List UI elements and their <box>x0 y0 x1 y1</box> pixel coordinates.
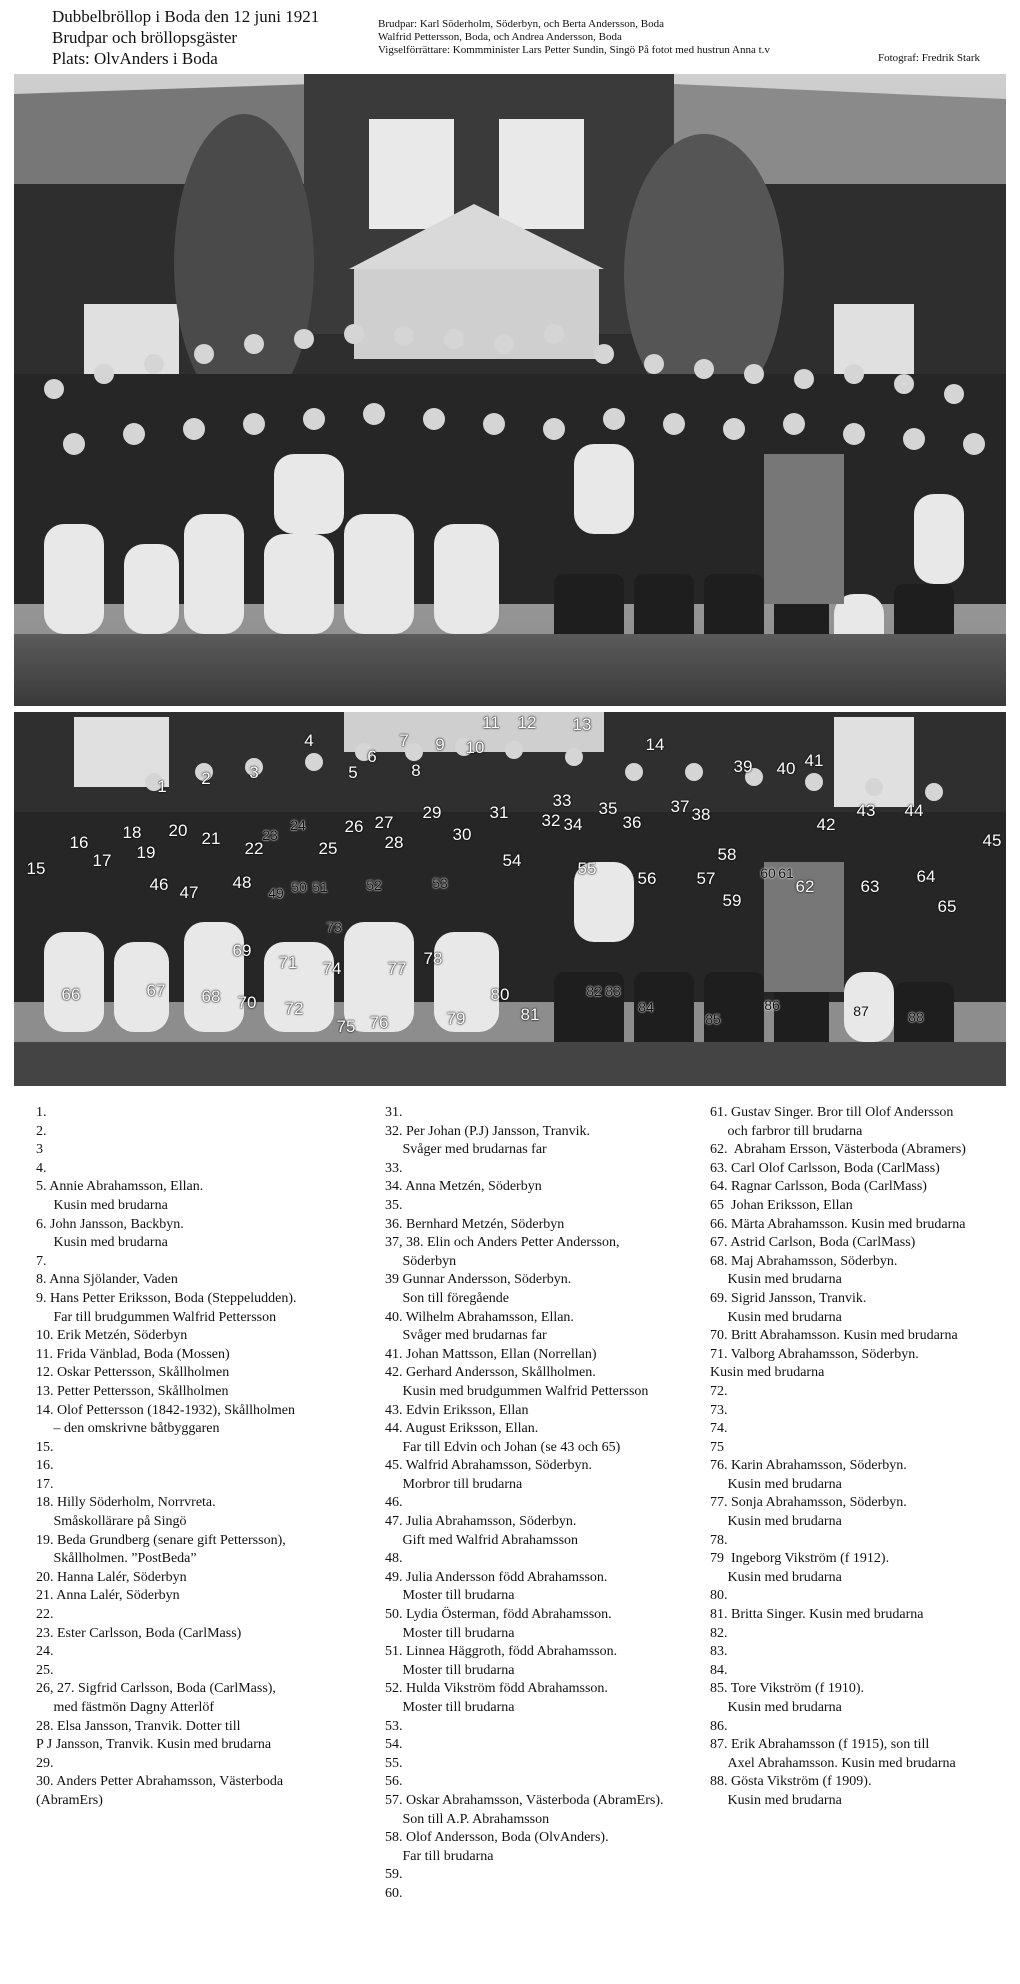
person-label: 4 <box>304 731 314 750</box>
legend-entry: Moster till brudarna <box>385 1588 515 1604</box>
person-label: 66 <box>61 985 81 1004</box>
person-label: 67 <box>146 981 166 1000</box>
person-label: 81 <box>520 1005 540 1024</box>
legend-entry: 59. <box>385 1867 403 1883</box>
person-label: 11 <box>482 713 500 732</box>
person-label: 55 <box>577 859 597 878</box>
legend-entry: 55. <box>385 1755 403 1771</box>
legend-entry: med fästmön Dagny Atterlöf <box>36 1700 215 1715</box>
legend-entry: 29. <box>36 1755 54 1771</box>
legend-entry: 26, 27. Sigfrid Carlsson, Boda (CarlMass), <box>36 1681 276 1697</box>
legend-entry: 13. Petter Pettersson, Skållholmen <box>36 1383 229 1399</box>
person-label: 47 <box>179 883 199 902</box>
person-label: 28 <box>384 833 404 852</box>
person-label: 79 <box>446 1009 466 1028</box>
person-label: 30 <box>452 825 472 844</box>
legend-entry: 7. <box>36 1253 47 1269</box>
person-label: 88 <box>908 1009 924 1025</box>
legend-entry: 30. Anders Petter Abrahamsson, Västerboda <box>36 1774 284 1790</box>
legend-entry: Moster till brudarna <box>385 1625 515 1641</box>
legend-entry: 56. <box>385 1774 403 1790</box>
couple-line: Brudpar: Karl Söderholm, Söderbyn, och Berta Andersson, Boda <box>378 18 664 30</box>
person-label: 17 <box>92 851 112 870</box>
legend-entry: 12. Oskar Pettersson, Skållholmen <box>36 1365 230 1381</box>
person-label: 12 <box>517 713 537 732</box>
person-label: 34 <box>563 815 583 834</box>
person-label: 46 <box>149 875 169 894</box>
legend-entry: 83. <box>710 1644 728 1660</box>
person-label: 62 <box>795 877 815 896</box>
person-label: 25 <box>318 839 338 858</box>
legend-entry: Son till A.P. Abrahamsson <box>385 1811 550 1827</box>
person-label: 19 <box>136 843 156 862</box>
legend-entry: 67. Astrid Carlson, Boda (CarlMass) <box>710 1235 916 1251</box>
legend-entry: 77. Sonja Abrahamsson, Söderbyn. <box>710 1495 907 1511</box>
person-label: 45 <box>982 831 1002 850</box>
person-label: 52 <box>366 877 382 893</box>
legend-entry: 85. Tore Vikström (f 1910). <box>710 1681 864 1697</box>
legend-entry: 41. Johan Mattsson, Ellan (Norrellan) <box>385 1346 597 1362</box>
legend-entry: Moster till brudarna <box>385 1700 515 1715</box>
legend-entry: 60. <box>385 1885 403 1901</box>
header <box>0 0 1020 74</box>
legend-entry: 74. <box>710 1421 728 1437</box>
legend-entry: Kusin med brudarna <box>710 1792 842 1808</box>
person-label: 54 <box>502 851 522 870</box>
person-label: 6 <box>367 747 377 766</box>
legend-entry: Axel Abrahamsson. Kusin med brudarna <box>710 1755 956 1771</box>
legend-entry: 28. Elsa Jansson, Tranvik. Dotter till <box>36 1718 241 1734</box>
legend-entry: 19. Beda Grundberg (senare gift Pettersson), <box>36 1532 286 1548</box>
legend-entry: Kusin med brudarna <box>710 1476 842 1492</box>
legend-entry: 47. Julia Abrahamsson, Söderbyn. <box>385 1514 577 1530</box>
legend-entry: – den omskrivne båtbyggaren <box>36 1421 220 1437</box>
person-label: 70 <box>237 993 257 1012</box>
person-label: 68 <box>201 987 221 1006</box>
legend-entry: 49. Julia Andersson född Abrahamsson. <box>385 1569 608 1585</box>
legend-entry: 32. Per Johan (P.J) Jansson, Tranvik. <box>385 1123 590 1139</box>
person-label: 21 <box>201 829 221 848</box>
legend-entry: 9. Hans Petter Eriksson, Boda (Steppeludden). <box>36 1290 297 1306</box>
legend-entry: 64. Ragnar Carlsson, Boda (CarlMass) <box>710 1179 927 1195</box>
legend-entry: 50. Lydia Österman, född Abrahamsson. <box>385 1607 612 1623</box>
legend-entry: 34. Anna Metzén, Söderbyn <box>385 1179 542 1195</box>
couple-line: Walfrid Pettersson, Boda, och Andrea Andersson, Boda <box>378 31 622 43</box>
person-label: 29 <box>422 803 442 822</box>
person-label: 48 <box>232 873 252 892</box>
legend-entry: 2. <box>36 1123 47 1139</box>
person-label: 86 <box>764 997 780 1013</box>
person-label: 40 <box>776 759 796 778</box>
legend-entry: 69. Sigrid Jansson, Tranvik. <box>710 1290 867 1306</box>
person-label: 31 <box>489 803 509 822</box>
person-label: 43 <box>856 801 876 820</box>
legend-entry: P J Jansson, Tranvik. Kusin med brudarna <box>36 1737 272 1753</box>
legend-entry: 4. <box>36 1160 47 1176</box>
couple-line: Vigselförrättare: Kommminister Lars Petter Sundin, Singö På fotot med hustrun Anna t.v <box>378 44 770 56</box>
person-label: 39 <box>733 757 753 776</box>
legend-entry: 10. Erik Metzén, Söderbyn <box>36 1328 188 1344</box>
legend-entry: 25. <box>36 1662 54 1678</box>
group-photo-image <box>14 74 1006 706</box>
person-label: 23 <box>262 827 278 843</box>
person-label: 37 <box>670 797 690 816</box>
legend-entry: 23. Ester Carlsson, Boda (CarlMass) <box>36 1625 242 1641</box>
legend-entry: Kusin med brudgummen Walfrid Pettersson <box>385 1383 649 1399</box>
person-label: 3 <box>249 763 259 782</box>
couple-info <box>378 18 770 57</box>
person-label: 9 <box>435 735 445 754</box>
person-label: 85 <box>705 1011 721 1027</box>
legend-entry: Söderbyn <box>385 1253 457 1269</box>
person-label: 16 <box>69 833 89 852</box>
person-label: 72 <box>284 999 304 1018</box>
legend-entry: 79 Ingeborg Vikström (f 1912). <box>710 1551 890 1567</box>
legend-entry: 68. Maj Abrahamsson, Söderbyn. <box>710 1253 898 1269</box>
legend-entry: 61. Gustav Singer. Bror till Olof Andersson <box>710 1105 954 1120</box>
person-label: 38 <box>691 805 711 824</box>
legend-entry: 51. Linnea Häggroth, född Abrahamsson. <box>385 1644 618 1660</box>
person-label: 44 <box>904 801 924 820</box>
legend-entry: 31. <box>385 1105 403 1120</box>
person-label: 82 <box>586 983 602 999</box>
legend-entry: 20. Hanna Lalér, Söderbyn <box>36 1569 187 1585</box>
legend-entry: 43. Edvin Eriksson, Ellan <box>385 1402 529 1418</box>
legend-entry: 76. Karin Abrahamsson, Söderbyn. <box>710 1458 907 1474</box>
person-label: 35 <box>598 799 618 818</box>
title-line: Brudpar och bröllopsgäster <box>52 28 238 47</box>
legend-entry: 53. <box>385 1718 403 1734</box>
person-label: 41 <box>804 751 824 770</box>
legend-entry: 6. John Jansson, Backbyn. <box>36 1216 184 1232</box>
person-label: 71 <box>278 953 298 972</box>
legend-entry: 46. <box>385 1495 403 1511</box>
person-label: 36 <box>622 813 642 832</box>
legend-entry: 54. <box>385 1737 403 1753</box>
legend-entry: 86. <box>710 1718 728 1734</box>
labelled-group-photo <box>14 712 1006 1086</box>
legend-entry: Skållholmen. ”PostBeda” <box>36 1551 197 1567</box>
legend-entry: 39 Gunnar Andersson, Söderbyn. <box>385 1272 572 1288</box>
legend-entry: 65 Johan Eriksson, Ellan <box>710 1197 853 1213</box>
legend-entry: 14. Olof Pettersson (1842-1932), Skållholmen <box>36 1402 295 1418</box>
person-label: 78 <box>423 949 443 968</box>
legend-entry: 58. Olof Andersson, Boda (OlvAnders). <box>385 1830 609 1846</box>
person-label: 73 <box>326 919 342 935</box>
legend-entry: 36. Bernhard Metzén, Söderbyn <box>385 1216 565 1232</box>
person-label: 53 <box>432 875 448 891</box>
person-label: 60 <box>760 865 776 881</box>
legend-entry: 81. Britta Singer. Kusin med brudarna <box>710 1607 924 1623</box>
person-label: 5 <box>348 763 358 782</box>
person-label: 77 <box>387 959 407 978</box>
group-photo <box>14 74 1006 706</box>
legend-entry: Kusin med brudarna <box>36 1197 168 1213</box>
legend-entry: Moster till brudarna <box>385 1662 515 1678</box>
person-label: 7 <box>399 731 409 750</box>
labelled-photo-image <box>14 712 1006 1086</box>
person-label: 65 <box>937 897 957 916</box>
legend-entry: 15. <box>36 1439 54 1455</box>
person-label: 15 <box>26 859 46 878</box>
legend-entry: Kusin med brudarna <box>710 1365 825 1381</box>
legend-entry: Son till föregående <box>385 1290 510 1306</box>
legend-column-2 <box>385 1104 715 1904</box>
person-label: 69 <box>232 941 252 960</box>
legend-entry: Morbror till brudarna <box>385 1476 523 1492</box>
legend-entry: Far till brudarna <box>385 1848 494 1864</box>
legend-entry: 22. <box>36 1607 54 1623</box>
person-label: 58 <box>717 845 737 864</box>
legend-entry: 87. Erik Abrahamsson (f 1915), son till <box>710 1737 930 1753</box>
legend-entry: Kusin med brudarna <box>710 1569 842 1585</box>
legend-entry: Kusin med brudarna <box>710 1700 842 1715</box>
title-line: Plats: OlvAnders i Boda <box>52 49 218 68</box>
legend-entry: Kusin med brudarna <box>36 1235 168 1251</box>
person-label: 10 <box>465 738 485 757</box>
legend-entry: Gift med Walfrid Abrahamsson <box>385 1532 579 1548</box>
person-label: 87 <box>853 1003 869 1019</box>
person-label: 57 <box>696 869 716 888</box>
person-label: 8 <box>411 761 421 780</box>
legend-entry: 18. Hilly Söderholm, Norrvreta. <box>36 1495 216 1511</box>
legend-entry: 40. Wilhelm Abrahamsson, Ellan. <box>385 1309 574 1325</box>
legend-entry: Kusin med brudarna <box>710 1309 842 1325</box>
legend-entry: Svåger med brudarnas far <box>385 1328 547 1344</box>
person-label: 27 <box>374 813 394 832</box>
legend-entry: 11. Frida Vänblad, Boda (Mossen) <box>36 1346 230 1362</box>
legend-entry: 16. <box>36 1458 54 1474</box>
legend-entry: 72. <box>710 1383 728 1399</box>
title-line: Dubbelbröllop i Boda den 12 juni 1921 <box>52 7 320 26</box>
person-label: 76 <box>369 1013 389 1032</box>
legend-entry: 17. <box>36 1476 54 1492</box>
legend-entry: 52. Hulda Vikström född Abrahamsson. <box>385 1681 608 1697</box>
legend-entry: 71. Valborg Abrahamsson, Söderbyn. <box>710 1346 919 1362</box>
person-label: 51 <box>312 879 328 895</box>
person-label: 63 <box>860 877 880 896</box>
legend-column-1 <box>36 1104 376 1811</box>
legend-entry: Småskollärare på Singö <box>36 1514 187 1530</box>
page-title <box>52 6 319 69</box>
person-label: 2 <box>201 769 211 788</box>
legend-entry: 80. <box>710 1588 728 1604</box>
legend-entry: 84. <box>710 1662 728 1678</box>
person-label: 33 <box>552 791 572 810</box>
legend-entry: (AbramErs) <box>36 1792 103 1808</box>
legend-entry: 21. Anna Lalér, Söderbyn <box>36 1588 180 1604</box>
legend-entry: 82. <box>710 1625 728 1641</box>
legend-entry: 1. <box>36 1105 47 1120</box>
legend-entry: 57. Oskar Abrahamsson, Västerboda (AbramErs). <box>385 1792 664 1808</box>
legend-column-3 <box>710 1104 1020 1811</box>
person-label: 50 <box>291 879 307 895</box>
photographer-credit: Fotograf: Fredrik Stark <box>878 52 981 64</box>
legend-entry: 35. <box>385 1197 403 1213</box>
person-label: 59 <box>722 891 742 910</box>
person-label: 42 <box>816 815 836 834</box>
person-label: 14 <box>645 735 665 754</box>
legend-entry: Kusin med brudarna <box>710 1514 842 1530</box>
legend-entry: 70. Britt Abrahamsson. Kusin med brudarna <box>710 1328 958 1344</box>
legend-entry: 24. <box>36 1644 54 1660</box>
person-label: 32 <box>541 811 561 830</box>
legend-entry: 78. <box>710 1532 728 1548</box>
legend-entry: 73. <box>710 1402 728 1418</box>
person-label: 20 <box>168 821 188 840</box>
legend-entry: Far till Edvin och Johan (se 43 och 65) <box>385 1439 621 1455</box>
person-label: 75 <box>336 1017 356 1036</box>
legend-entry: 5. Annie Abrahamsson, Ellan. <box>36 1179 204 1195</box>
person-label: 22 <box>244 839 264 858</box>
person-label: 56 <box>637 869 657 888</box>
legend-entry: 63. Carl Olof Carlsson, Boda (CarlMass) <box>710 1160 940 1176</box>
legend-entry: och farbror till brudarna <box>710 1123 863 1139</box>
person-label: 74 <box>322 959 342 978</box>
legend-entry: 3 <box>36 1142 43 1158</box>
legend-entry: Kusin med brudarna <box>710 1272 842 1288</box>
person-label: 24 <box>290 817 306 833</box>
legend-entry: 88. Gösta Vikström (f 1909). <box>710 1774 872 1790</box>
person-label: 80 <box>490 985 510 1004</box>
legend-entry: 37, 38. Elin och Anders Petter Andersson, <box>385 1235 620 1251</box>
legend-entry: 42. Gerhard Andersson, Skållholmen. <box>385 1365 596 1381</box>
person-label: 1 <box>157 777 167 796</box>
person-label: 13 <box>572 715 592 734</box>
legend-entry: 75 <box>710 1439 724 1455</box>
legend-entry: 45. Walfrid Abrahamsson, Söderbyn. <box>385 1458 593 1474</box>
person-label: 18 <box>122 823 142 842</box>
legend-entry: 48. <box>385 1551 403 1567</box>
person-label: 61 <box>778 865 794 881</box>
person-label: 64 <box>916 867 936 886</box>
legend-entry: 44. August Eriksson, Ellan. <box>385 1421 539 1437</box>
legend-entry: 8. Anna Sjölander, Vaden <box>36 1272 178 1288</box>
person-label: 83 <box>605 983 621 999</box>
legend-entry: 33. <box>385 1160 403 1176</box>
person-label: 49 <box>268 885 284 901</box>
legend-entry: 62. Abraham Ersson, Västerboda (Abramers) <box>710 1142 966 1158</box>
person-label: 84 <box>638 999 654 1015</box>
person-label: 26 <box>344 817 364 836</box>
legend-entry: Svåger med brudarnas far <box>385 1142 547 1158</box>
legend-entry: Far till brudgummen Walfrid Pettersson <box>36 1309 277 1325</box>
legend-entry: 66. Märta Abrahamsson. Kusin med brudarna <box>710 1216 966 1232</box>
